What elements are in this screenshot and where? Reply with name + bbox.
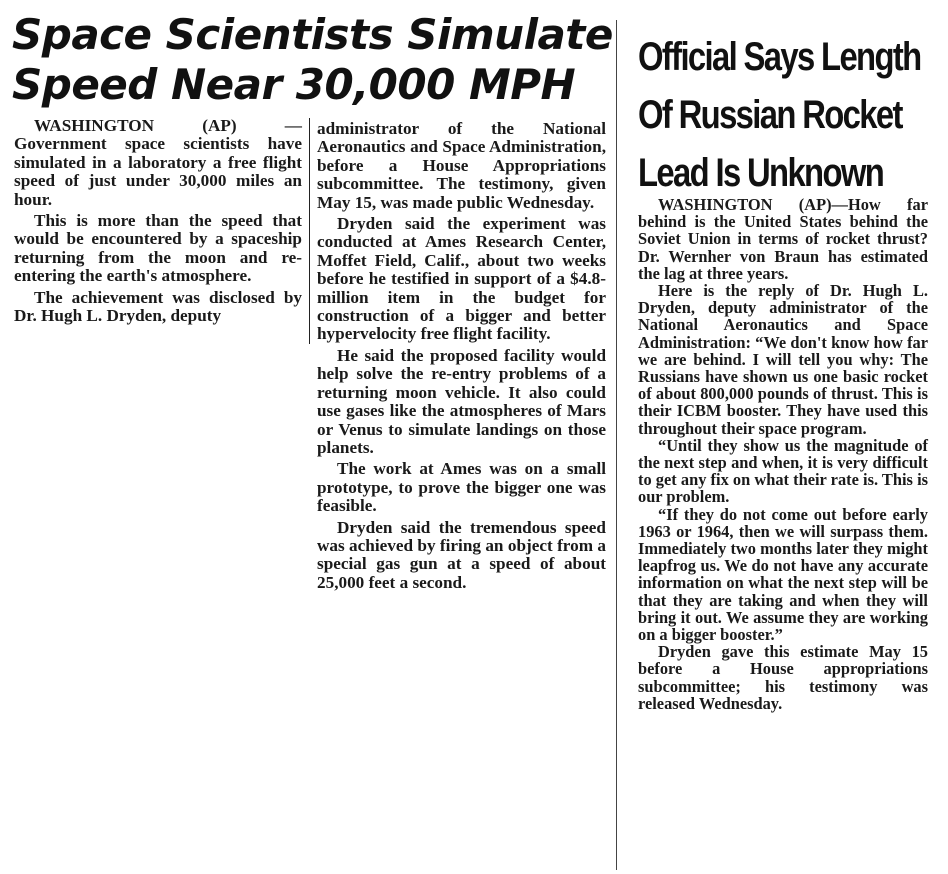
paragraph: This is more than the speed that would be encountered by a spaceship returning from the moon and re-entering the earth's atmosphere. xyxy=(14,211,302,286)
paragraph: “Until they show us the magnitude of the next step and when, it is very difficult to get any fix on what their rate is. This is our problem. xyxy=(638,435,928,507)
story-russian-rocket xyxy=(618,0,948,874)
paragraph: WASHINGTON (AP) — Government space scientists have simulated in a laboratory a free flight speed of just under 30,000 miles an hour. xyxy=(14,116,302,209)
story-divider xyxy=(616,20,617,870)
story-column xyxy=(638,196,928,712)
paragraph: Here is the reply of Dr. Hugh L. Dryden, deputy administrator of the National Aeronautics and Space Administration: “We don't know how far we are behind. I will tell you why: The Russians have shown us one basic rocket of about 800,000 pounds of thrust. This is their ICBM booster. They have used this throughout their space program. xyxy=(638,281,928,438)
story-column xyxy=(14,117,302,325)
headline-line: Space Scientists Simulate xyxy=(12,10,613,59)
headline-space-scientists xyxy=(12,10,613,110)
story-column xyxy=(317,120,606,592)
headline-line: Of Russian Rocket xyxy=(638,93,902,137)
headline-line: Lead Is Unknown xyxy=(638,151,884,195)
headline-line: Speed Near 30,000 MPH xyxy=(12,60,576,109)
headline-line: Official Says Length xyxy=(638,35,921,79)
paragraph: Dryden said the experiment was conducted at Ames Research Center, Moffet Field, Calif., about two weeks before he testified in support of a $4.8-million item in the budget for construction of a bigger and better hypervelocity free flight facility. xyxy=(317,214,606,344)
paragraph: He said the proposed facility would help solve the re-entry problems of a returning moon vehicle. It also could use gases like the atmospheres of Mars or Venus to simulate landings on those planets. xyxy=(317,345,606,457)
headline-russian-rocket xyxy=(638,28,921,202)
paragraph: The achievement was disclosed by Dr. Hugh L. Dryden, deputy xyxy=(14,287,302,326)
paragraph: Dryden said the tremendous speed was achieved by firing an object from a special gas gun at a speed of about 25,000 feet a second. xyxy=(317,517,606,592)
paragraph: “If they do not come out before early 1963 or 1964, then we will surpass them. Immediately two months later they might leapfrog us. We do not have any accurate information on what the next step will be that they are taking and when they will bring it out. We assume they are working on a bigger booster.” xyxy=(638,504,928,645)
paragraph: The work at Ames was on a small prototype, to prove the bigger one was feasible. xyxy=(317,459,606,516)
paragraph: administrator of the National Aeronautics and Space Administration, before a House Appropriations subcommittee. The testimony, given May 15, was made public Wednesday. xyxy=(317,119,606,212)
column-rule xyxy=(309,118,310,344)
paragraph: WASHINGTON (AP)—How far behind is the United States behind the Soviet Union in terms of rocket thrust? Dr. Wernher von Braun has estimated the lag at three years. xyxy=(638,195,928,283)
paragraph: Dryden gave this estimate May 15 before a House appropriations subcommittee; his testimony was released Wednesday. xyxy=(638,642,928,713)
